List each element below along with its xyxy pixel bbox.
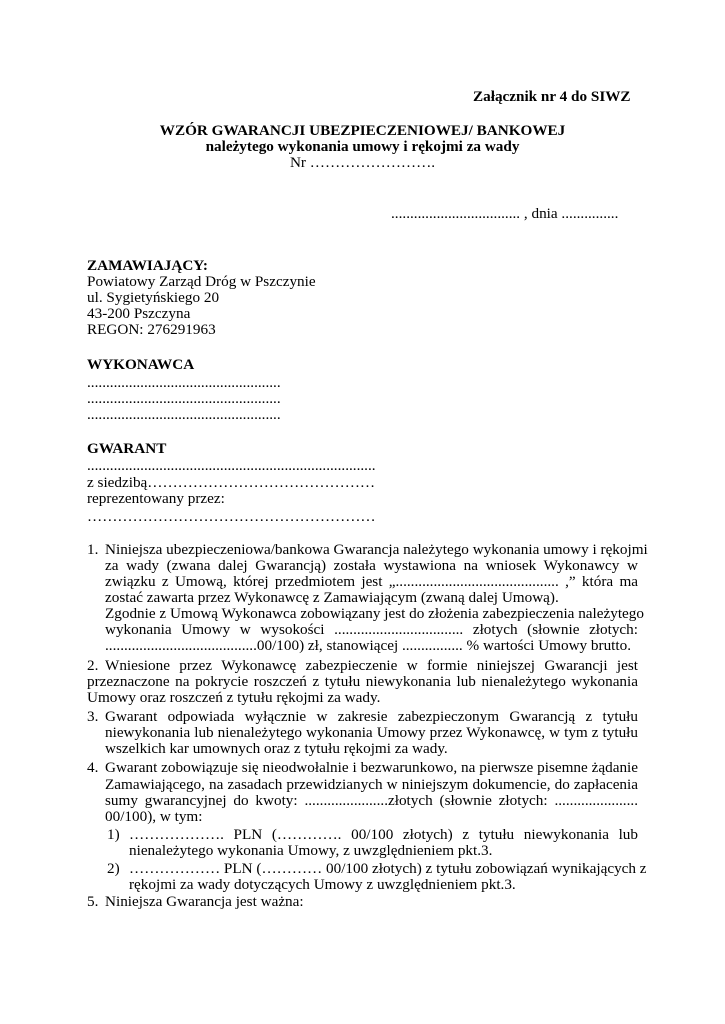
- item-4-line: sumy gwarancyjnej do kwoty: ......................złotych (słownie złotych: ......................: [105, 792, 638, 809]
- wykonawca-heading: WYKONAWCA: [87, 356, 195, 373]
- item-2-line: przeznaczone na pokrycie roszczeń z tytułu niewykonania lub nienależytego wykonania: [87, 673, 638, 690]
- gwarant-representative: reprezentowany przez:: [87, 490, 225, 507]
- item-number: 2.: [87, 657, 99, 674]
- document-subtitle: należytego wykonania umowy i rękojmi za wady: [205, 138, 520, 155]
- zamawiajacy-city: 43-200 Pszczyna: [87, 305, 191, 322]
- item-number: 1.: [87, 541, 99, 558]
- item-4-line: Zamawiającego, na zasadach przewidzianych w niniejszym dokumencie, do zapłacenia: [105, 776, 638, 793]
- subitem-number: 1): [107, 826, 120, 843]
- subitem-2-line: rękojmi za wady dotyczących Umowy z uwzględnieniem pkt.3.: [129, 876, 516, 893]
- item-1-line: zostać zawarta przez Wykonawcę z Zamawiającym (zwaną dalej Umową).: [105, 589, 559, 606]
- item-3-line: niewykonania lub nienależytego wykonania Umowy przez Wykonawcę, w tym z tytułu: [105, 724, 638, 741]
- item-5-line: Niniejsza Gwarancja jest ważna:: [105, 893, 304, 910]
- item-3-line: wszelkich kar umownych oraz z tytułu rękojmi za wady.: [105, 740, 448, 757]
- item-number: 5.: [87, 893, 99, 910]
- item-1-line: związku z Umową, której przedmiotem jest „........................................... ,” która ma: [105, 573, 638, 590]
- gwarant-representative-line: …………………………………………………: [87, 508, 376, 525]
- zamawiajacy-regon: REGON: 276291963: [87, 321, 216, 338]
- item-4-line: 00/100), w tym:: [105, 808, 203, 825]
- item-4-line: Gwarant zobowiązuje się nieodwołalnie i bezwarunkowo, na pierwsze pisemne żądanie: [105, 759, 638, 776]
- subitem-1-line: nienależytego wykonania Umowy, z uwzględnieniem pkt.3.: [129, 842, 493, 859]
- document-title: WZÓR GWARANCJI UBEZPIECZENIOWEJ/ BANKOWEJ: [159, 122, 566, 139]
- zamawiajacy-heading: ZAMAWIAJĄCY:: [87, 257, 208, 274]
- subitem-2-line: ……………… PLN (………… 00/100 złotych) z tytułu zobowiązań wynikających z: [129, 860, 647, 877]
- item-1-line: ........................................00/100) zł, stanowiącej ................ % wartości Umowy brutto.: [105, 637, 632, 654]
- document-number: Nr …………………….: [289, 154, 436, 171]
- item-1-line: wykonania Umowy w wysokości .................................. złotych (słownie złotych:: [105, 621, 638, 638]
- item-1-line: za wady (zwana dalej Gwarancją) została wystawiona na wniosek Wykonawcy w: [105, 557, 638, 574]
- item-3-line: Gwarant odpowiada wyłącznie w zakresie zabezpieczonym Gwarancją z tytułu: [105, 708, 638, 725]
- item-number: 4.: [87, 759, 99, 776]
- subitem-number: 2): [107, 860, 120, 877]
- date-line: .................................. , dnia ...............: [391, 205, 619, 222]
- item-1-line: Zgodnie z Umową Wykonawca zobowiązany jest do złożenia zabezpieczenia należytego: [105, 605, 644, 622]
- zamawiajacy-street: ul. Sygietyńskiego 20: [87, 289, 220, 306]
- gwarant-heading: GWARANT: [87, 440, 167, 457]
- wykonawca-line: ...................................................: [87, 374, 281, 391]
- gwarant-seat: z siedzibą………………………………………: [87, 474, 376, 491]
- item-1-line: Niniejsza ubezpieczeniowa/bankowa Gwarancja należytego wykonania umowy i rękojmi: [105, 541, 648, 558]
- attachment-label: Załącznik nr 4 do SIWZ: [473, 88, 631, 105]
- gwarant-line: ............................................................................: [87, 457, 376, 474]
- item-2-line: Wniesione przez Wykonawcę zabezpieczenie w formie niniejszej Gwarancji jest: [105, 657, 638, 674]
- subitem-1-line: ………………. PLN (…………. 00/100 złotych) z tytułu niewykonania lub: [129, 826, 638, 843]
- item-number: 3.: [87, 708, 99, 725]
- wykonawca-line: ...................................................: [87, 390, 281, 407]
- zamawiajacy-name: Powiatowy Zarząd Dróg w Pszczynie: [87, 273, 316, 290]
- wykonawca-line: ...................................................: [87, 406, 281, 423]
- item-2-line: Umowy oraz roszczeń z tytułu rękojmi za wady.: [87, 689, 381, 706]
